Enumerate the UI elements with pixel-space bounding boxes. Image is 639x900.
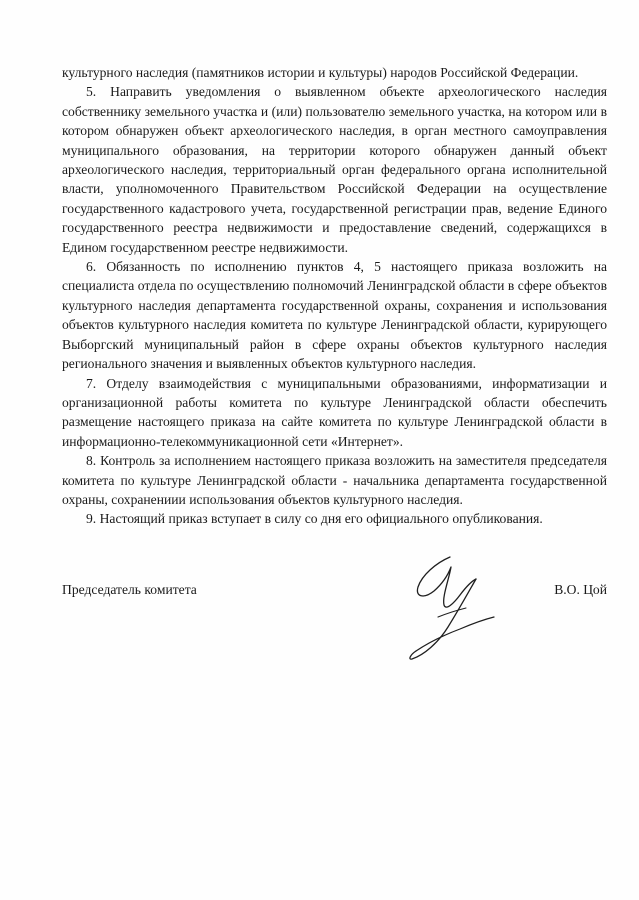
paragraph-item-8: 8. Контроль за исполнением настоящего приказа возложить на заместителя председателя комитета по культуре Ленинградской области - начальника департамента государственной охраны, сохранениии использования объектов культурного наследия. xyxy=(62,453,607,507)
paragraph-continuation: культурного наследия (памятников истории и культуры) народов Российской Федерации. xyxy=(62,65,579,80)
handwritten-signature xyxy=(398,553,510,663)
paragraph-item-7: 7. Отделу взаимодействия с муниципальными образованиями, информатизации и организационной работы комитета по культуре Ленинградской области обеспечить размещение настоящего приказа на сайте комитета по культуре Ленинградской области в информационно-телекоммуникационной сети «Интернет». xyxy=(62,375,607,449)
paragraph-item-9: 9. Настоящий приказ вступает в силу со дня его официального опубликования. xyxy=(86,511,543,527)
signer-title: Председатель комитета xyxy=(62,582,197,597)
paragraph-item-5: 5. Направить уведомления о выявленном объекте археологического наследия собственнику земельного участка и (или) пользователю земельного участка, на котором или в котором обнаружен объект археологического наследия, в орган местного самоуправления муниципального образования, на территории которого обнаружен данный объект археологического наследия, территориальный орган федерального органа исполнительной власти, уполномоченного Правительством Российской Федерации на осуществление государственного кадастрового учета, государственной регистрации прав, ведение Единого государственного реестра недвижимости и предоставление сведений, содержащихся в Едином государственном реестре недвижимости. xyxy=(62,84,607,255)
paragraph-item-6: 6. Обязанность по исполнению пунктов 4, 5 настоящего приказа возложить на специалиста отдела по осуществлению полномочий Ленинградской области в сфере объектов культурного наследия департамента государственной охраны, сохранения и использования объектов культурного наследия комитета по культуре Ленинградской области, курирующего Выборгский муниципальный район в сфере охраны объектов культурного наследия регионального значения и выявленных объектов культурного наследия. xyxy=(62,259,607,372)
signer-name: В.О. Цой xyxy=(554,582,607,597)
document-body xyxy=(62,63,607,529)
